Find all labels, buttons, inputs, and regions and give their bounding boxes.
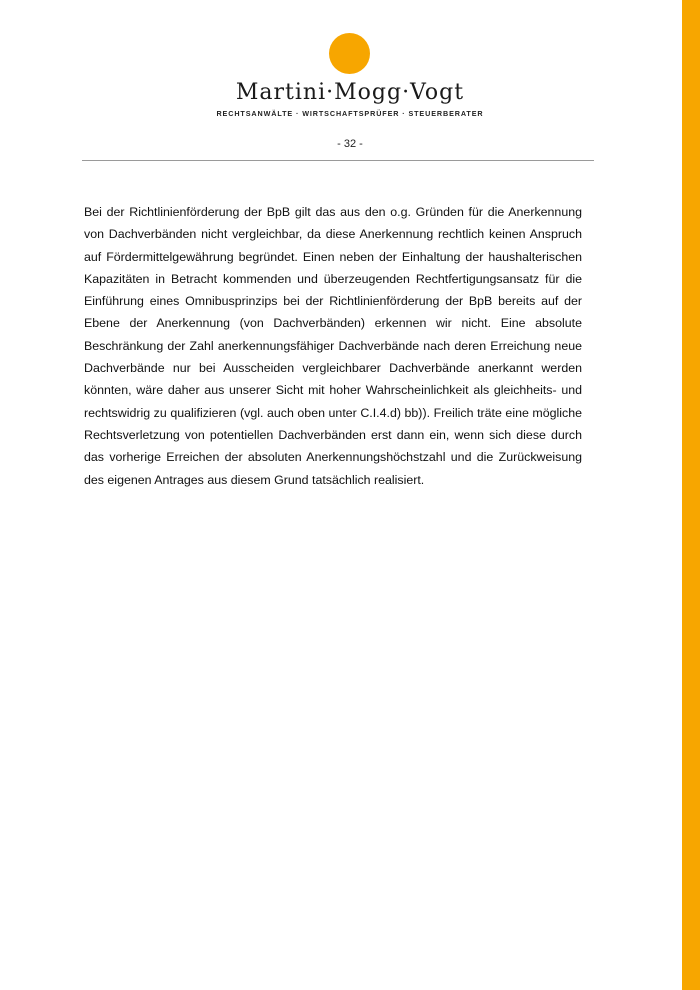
body-paragraph: Bei der Richtlinienförderung der BpB gilt das aus den o.g. Gründen für die Anerkennung von Dachverbänden nicht vergleichbar, da diese Anerkennung rechtlich keinen Anspruch auf Fördermittelgewährung begründet. Einen neben der Einhaltung der haushalterischen Kapazitäten in Betracht kommenden und überzeugenden Rechtfertigungsansatz für die Einführung eines Omnibusprinzips bei der Richtlinienförderung der BpB bereits auf der Ebene der Anerkennung (von Dachverbänden) erkennen wir nicht. Eine absolute Beschränkung der Zahl anerkennungsfähiger Dachverbände nach deren Erreichung neue Dachverbände nur bei Ausscheiden vergleichbarer Dachverbände anerkannt werden könnten, wäre daher aus unserer Sicht mit hoher Wahrscheinlichkeit als gleichheits- und rechtswidrig zu qualifizieren (vgl. auch oben unter C.I.4.d) bb)). Freilich träte eine mögliche Rechtsverletzung von potentiellen Dachverbänden erst dann ein, wenn sich diese durch das vorherige Erreichen der absoluten Anerkennungshöchstzahl und die Zurückweisung des eigenen Antrages aus diesem Grund tatsächlich realisiert. (84, 205, 582, 487)
orange-side-stripe (682, 0, 700, 990)
logo-circle-icon (329, 33, 370, 74)
header-divider (82, 160, 594, 161)
page-number: - 32 - (337, 138, 363, 150)
brand-name: Martini·Mogg·Vogt (235, 80, 465, 105)
brand-tagline: RECHTSANWÄLTE · WIRTSCHAFTSPRÜFER · STEUERBERATER (216, 109, 484, 118)
